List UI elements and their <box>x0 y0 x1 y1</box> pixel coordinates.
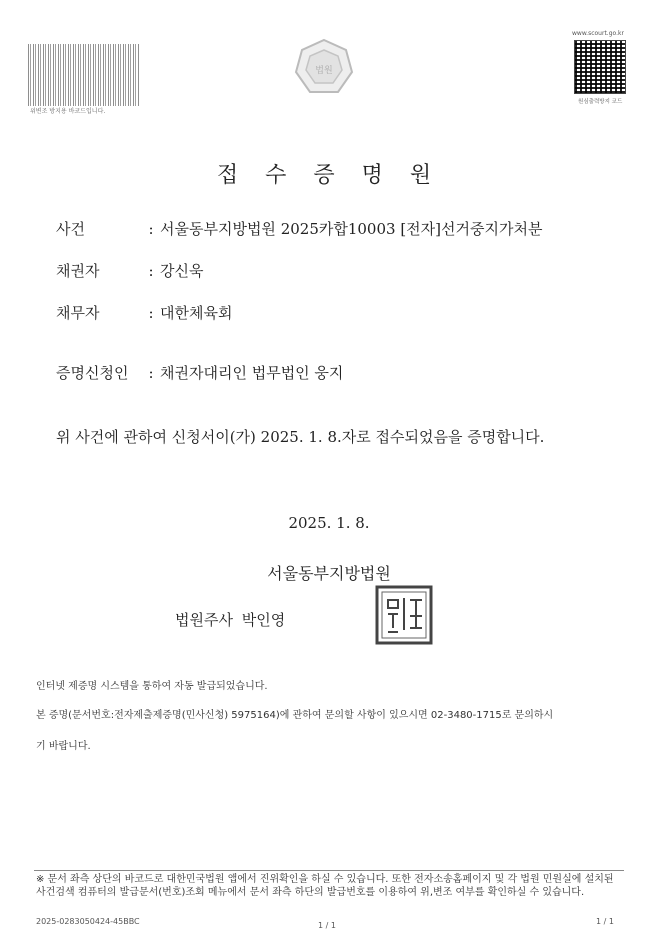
emblem-text: 법원 <box>315 66 333 76</box>
qr-code <box>574 40 626 94</box>
field-applicant <box>56 362 343 383</box>
verification-barcode <box>28 44 140 106</box>
note-auto-issued: 인터넷 제증명 시스템을 통하여 자동 발급되었습니다. <box>36 681 268 692</box>
field-value: 강신욱 <box>160 262 204 280</box>
document-number: 2025-0283050424-45BBC <box>36 917 140 926</box>
certification-statement: 위 사건에 관하여 신청서이(가) 2025. 1. 8.자로 접수되었음을 증명합니다. <box>56 428 545 446</box>
field-label: 채무자 <box>56 304 100 322</box>
page-number-center: 1 / 1 <box>318 921 336 930</box>
issue-date: 2025. 1. 8. <box>288 514 370 532</box>
field-value: 대한체육회 <box>160 304 233 322</box>
field-label: 사건 <box>56 220 85 238</box>
field-colon: : <box>148 262 154 280</box>
field-value: 채권자대리인 법무법인 웅지 <box>160 364 344 382</box>
field-case <box>56 218 542 239</box>
note-inquiry-cont: 기 바랍니다. <box>36 741 91 752</box>
field-value: 서울동부지방법원 2025카합10003 [전자]선거중지가처분 <box>160 220 543 238</box>
document-title: 접 수 증 명 원 <box>216 163 442 188</box>
field-label: 채권자 <box>56 262 100 280</box>
clerk-name: 법원주사 박인영 <box>175 611 286 629</box>
qr-site: www.scourt.go.kr <box>572 30 624 37</box>
page-number-right: 1 / 1 <box>596 917 614 926</box>
field-colon: : <box>148 304 154 322</box>
court-seal-icon <box>374 584 434 646</box>
field-colon: : <box>148 220 154 238</box>
field-label: 증명신청인 <box>56 364 129 382</box>
field-creditor <box>56 260 203 281</box>
qr-caption: 원심출력방지 코드 <box>578 99 623 105</box>
court-emblem-icon <box>292 36 356 100</box>
note-inquiry: 본 증명(문서번호:전자제출제증명(민사신청) 5975164)에 관하여 문의할 사항이 있으시면 02-3480-1715로 문의하시 <box>36 710 554 721</box>
court-name: 서울동부지방법원 <box>267 564 391 583</box>
footer-verification-notice: ※ 문서 좌측 상단의 바코드로 대한민국법원 앱에서 진위확인을 하실 수 있습니다. 또한 전자소송홈페이지 및 각 법원 민원실에 설치된 사건검색 컴퓨터의 발급문서(번호)조회 메뉴에서 문서 좌측 하단의 발급번호를 이용하여 위,변조 여부를 확인하실 수 있습니다. <box>36 874 614 898</box>
field-debtor <box>56 302 232 323</box>
barcode-caption: 위변조 방지용 바코드입니다. <box>30 108 106 115</box>
field-colon: : <box>148 364 154 382</box>
